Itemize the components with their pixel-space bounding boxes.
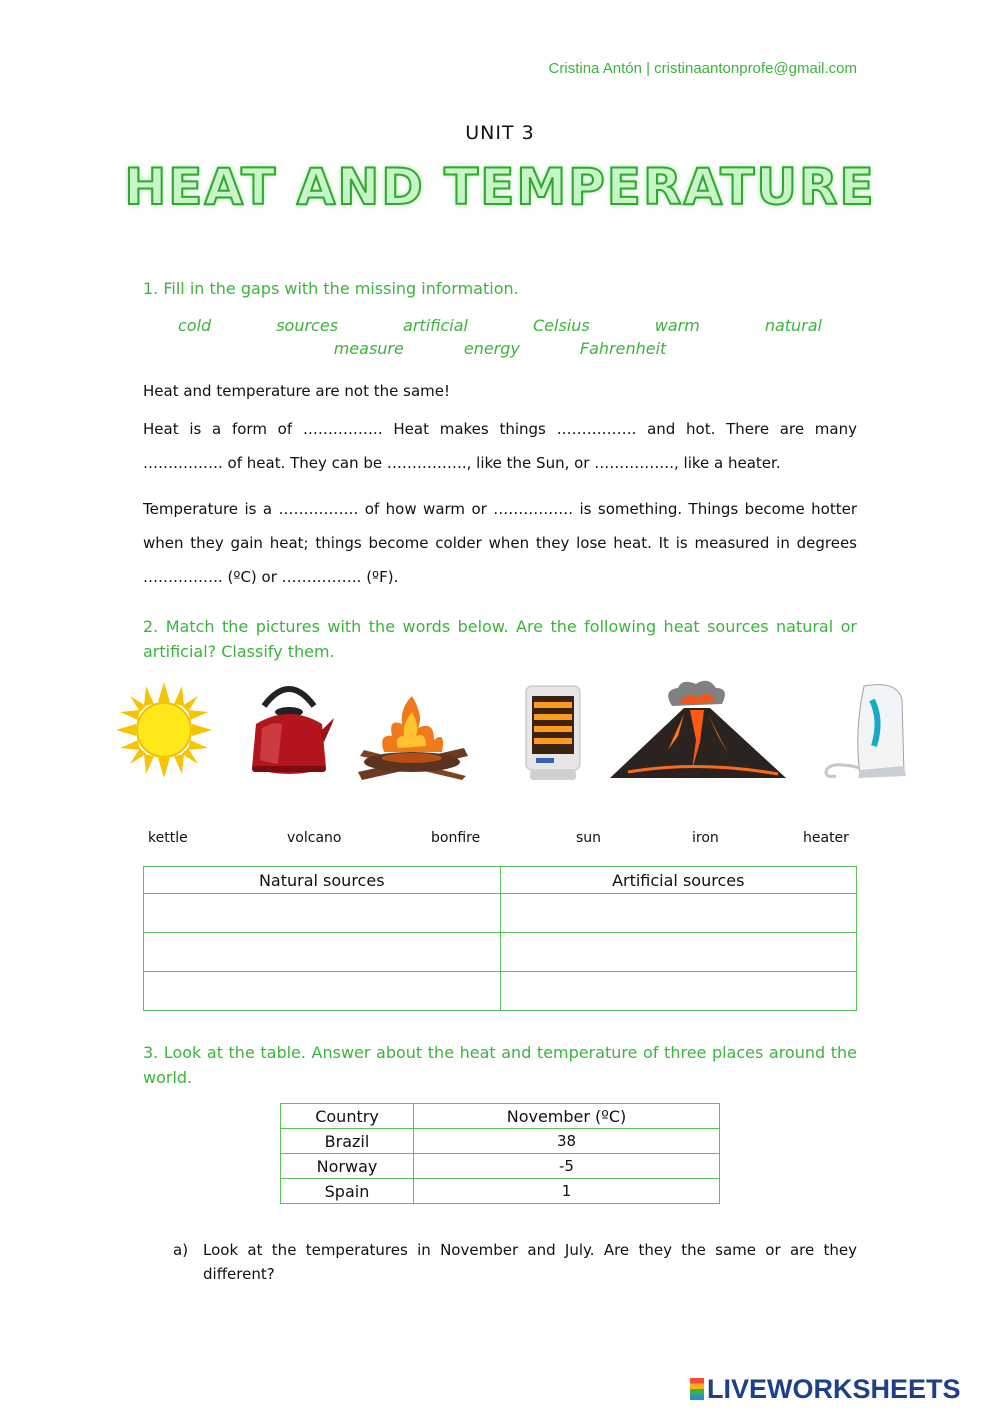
country-cell: Norway <box>281 1154 414 1179</box>
country-cell: Spain <box>281 1179 414 1204</box>
iron-picture <box>820 680 910 780</box>
bonfire-picture <box>354 690 472 780</box>
header-natural-sources: Natural sources <box>144 867 501 894</box>
word-fahrenheit: Fahrenheit <box>579 339 667 358</box>
q2-title: 2. Match the pictures with the words below. Are the following heat sources natural or artificial? Classify them. <box>143 617 857 661</box>
question-a <box>173 1238 857 1286</box>
natural-cell-3[interactable] <box>144 972 501 1011</box>
logo-text: LIVEWORKSHEETS <box>707 1374 961 1404</box>
q1-paragraph-heat: Heat is a form of ……………. Heat makes things ……………. and hot. There are many ……………. of heat. They can be ……………., like the Sun, or ……………., like a heater. <box>143 420 857 472</box>
label-kettle: kettle <box>148 830 188 846</box>
table-row <box>144 972 857 1011</box>
q1-intro: Heat and temperature are not the same! <box>143 382 450 400</box>
artificial-cell-1[interactable] <box>500 894 857 933</box>
table-row <box>281 1129 720 1154</box>
temperature-table <box>280 1103 720 1204</box>
question-a-text: Look at the temperatures in November and July. Are they the same or are they different? <box>203 1241 857 1283</box>
natural-cell-1[interactable] <box>144 894 501 933</box>
word-warm: warm <box>654 316 700 335</box>
temp-cell: -5 <box>414 1154 720 1179</box>
logo-mark-icon <box>690 1378 704 1400</box>
word-celsius: Celsius <box>533 316 590 335</box>
table-row <box>281 1154 720 1179</box>
header-november: November (ºC) <box>414 1104 720 1129</box>
word-sources: sources <box>276 316 339 335</box>
label-sun: sun <box>576 830 602 846</box>
author-name: Cristina Antón <box>548 60 642 77</box>
q1-paragraph-temperature: Temperature is a ……………. of how warm or ……………. is something. Things become hotter when they gain heat; things become colder when they lose heat. It is measured in degrees ……………. (ºC) or ……………. (ºF). <box>143 500 857 586</box>
word-measure: measure <box>333 339 404 358</box>
header-separator: | <box>646 60 650 77</box>
label-volcano: volcano <box>287 830 342 846</box>
temp-cell: 38 <box>414 1129 720 1154</box>
label-bonfire: bonfire <box>431 830 481 846</box>
word-artificial: artificial <box>403 316 468 335</box>
sun-picture <box>116 682 212 778</box>
header-artificial-sources: Artificial sources <box>500 867 857 894</box>
liveworksheets-logo <box>690 1374 961 1405</box>
label-iron: iron <box>692 830 719 846</box>
temperature-header-row <box>281 1104 720 1129</box>
classification-table <box>143 866 857 1011</box>
table-row <box>144 894 857 933</box>
author-email: cristinaantonprofe@gmail.com <box>654 60 857 77</box>
kettle-picture <box>244 676 334 780</box>
heater-picture <box>524 682 582 782</box>
classification-header-row <box>144 867 857 894</box>
question-a-marker: a) <box>173 1241 189 1259</box>
label-heater: heater <box>803 830 849 846</box>
q1-text <box>143 374 857 594</box>
natural-cell-2[interactable] <box>144 933 501 972</box>
word-cold: cold <box>178 316 212 335</box>
pictures-row <box>110 676 910 786</box>
temp-cell: 1 <box>414 1179 720 1204</box>
q3-title: 3. Look at the table. Answer about the heat and temperature of three places around the world. <box>143 1043 857 1087</box>
artificial-cell-3[interactable] <box>500 972 857 1011</box>
table-row <box>281 1179 720 1204</box>
volcano-picture <box>608 680 788 780</box>
artificial-cell-2[interactable] <box>500 933 857 972</box>
word-energy: energy <box>463 339 520 358</box>
table-row <box>144 933 857 972</box>
header-country: Country <box>281 1104 414 1129</box>
picture-word-labels <box>0 830 1000 852</box>
word-natural: natural <box>764 316 822 335</box>
country-cell: Brazil <box>281 1129 414 1154</box>
word-bank <box>143 316 857 358</box>
word-bank-row-1 <box>143 316 857 335</box>
q1-title: 1. Fill in the gaps with the missing information. <box>143 279 519 298</box>
unit-label: UNIT 3 <box>465 122 535 144</box>
header-contact <box>549 60 857 77</box>
word-bank-row-2 <box>143 339 857 358</box>
page-title: HEAT AND TEMPERATURE <box>124 158 876 216</box>
